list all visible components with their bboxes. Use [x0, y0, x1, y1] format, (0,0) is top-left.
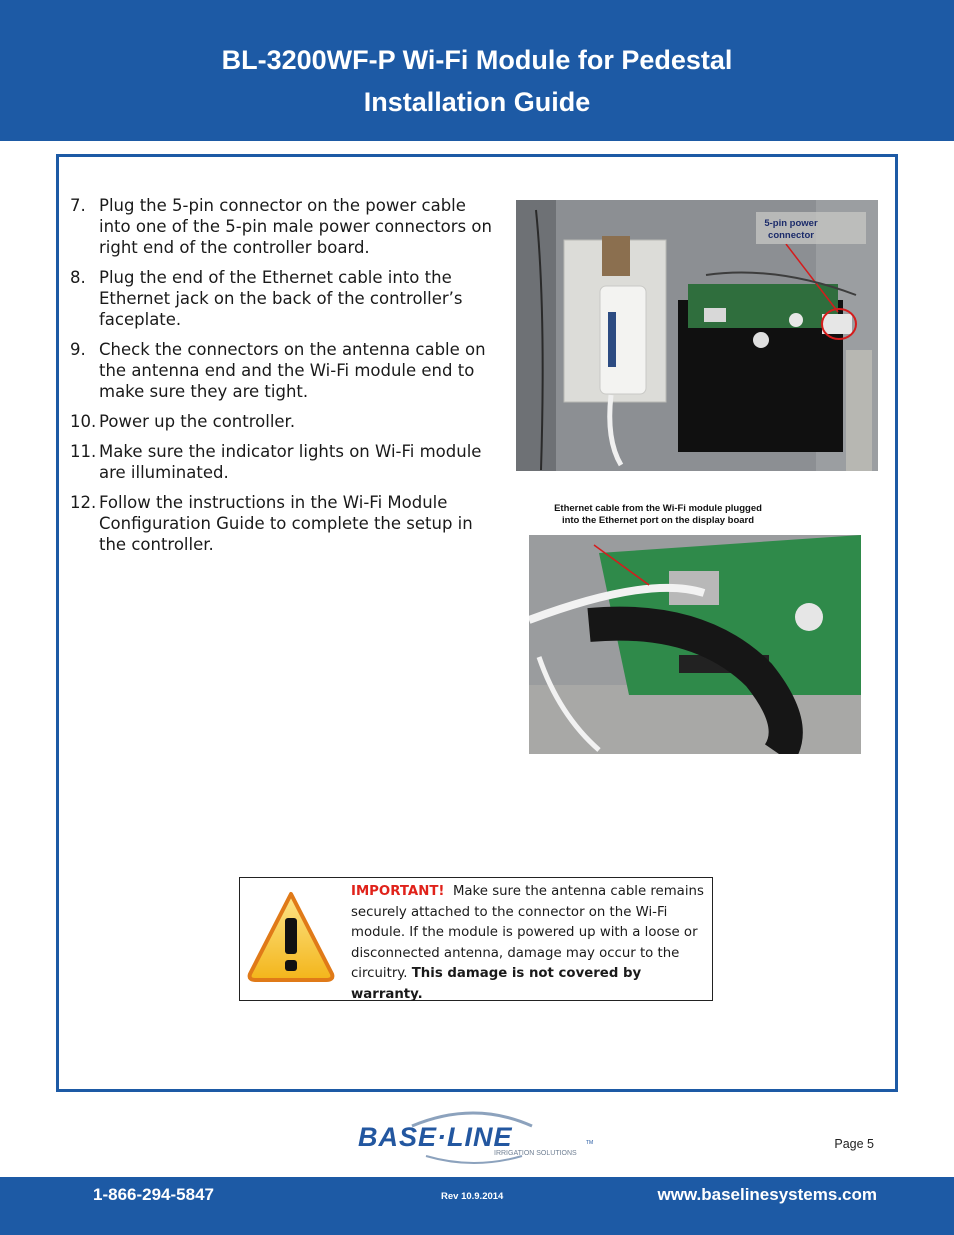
warning-box [239, 877, 713, 1001]
step-number: 11. [70, 442, 97, 461]
revision-date: Rev 10.9.2014 [441, 1191, 504, 1202]
warranty-notice: This damage is not covered by warranty. [351, 966, 642, 1002]
step-text: Plug the end of the Ethernet cable into the Ethernet jack on the back of the controller’s faceplate. [99, 268, 463, 329]
instruction-steps [70, 195, 500, 564]
step-item [70, 492, 500, 555]
baseline-logo [354, 1104, 600, 1166]
logo-tm: TM [586, 1140, 594, 1146]
page-footer [0, 1177, 954, 1235]
document-title: BL-3200WF-P Wi-Fi Module for Pedestal [221, 45, 733, 75]
logo-brand: BASE·LINE [358, 1122, 513, 1152]
display-board-photo [529, 535, 861, 754]
step-item [70, 195, 500, 258]
page-number: Page 5 [834, 1137, 874, 1151]
website-link[interactable]: www.baselinesystems.com [657, 1185, 877, 1204]
step-number: 7. [70, 196, 86, 215]
document-subtitle: Installation Guide [363, 87, 591, 117]
step-number: 10. [70, 412, 97, 431]
step-text: Make sure the indicator lights on Wi-Fi module are illuminated. [99, 442, 482, 482]
power-connector-label: connector [768, 230, 814, 241]
phone-number: 1-866-294-5847 [93, 1185, 214, 1204]
step-text: Power up the controller. [99, 412, 296, 431]
power-connector-label: 5-pin power [764, 218, 818, 229]
caption-line: Ethernet cable from the Wi-Fi module plugged [554, 503, 762, 514]
step-item [70, 339, 500, 402]
step-item [70, 441, 500, 483]
ethernet-photo-caption [530, 503, 786, 527]
warning-triangle-icon [246, 888, 336, 984]
step-text: Follow the instructions in the Wi-Fi Module Configuration Guide to complete the setup in the controller. [99, 493, 473, 554]
step-number: 8. [70, 268, 86, 287]
step-text: Check the connectors on the antenna cable on the antenna end and the Wi-Fi module end to make sure they are tight. [99, 340, 486, 401]
controller-interior-illustration [516, 200, 878, 471]
warning-body: Make sure the antenna cable remains securely attached to the connector on the Wi-Fi module. If the module is powered up with a loose or disconnected antenna, damage may occur to the circuitry. [351, 884, 704, 982]
important-label: IMPORTANT! [351, 884, 445, 899]
display-board-illustration [529, 535, 861, 754]
controller-interior-photo [516, 200, 878, 471]
step-item [70, 267, 500, 330]
step-item [70, 411, 500, 432]
logo-subtitle: IRRIGATION SOLUTIONS [494, 1150, 577, 1157]
caption-line: into the Ethernet port on the display board [561, 515, 755, 526]
step-text: Plug the 5-pin connector on the power cable into one of the 5-pin male power connectors on right end of the controller board. [99, 196, 492, 257]
step-number: 9. [70, 340, 86, 359]
page-header [0, 0, 954, 141]
warning-text [351, 882, 707, 1006]
step-number: 12. [70, 493, 97, 512]
